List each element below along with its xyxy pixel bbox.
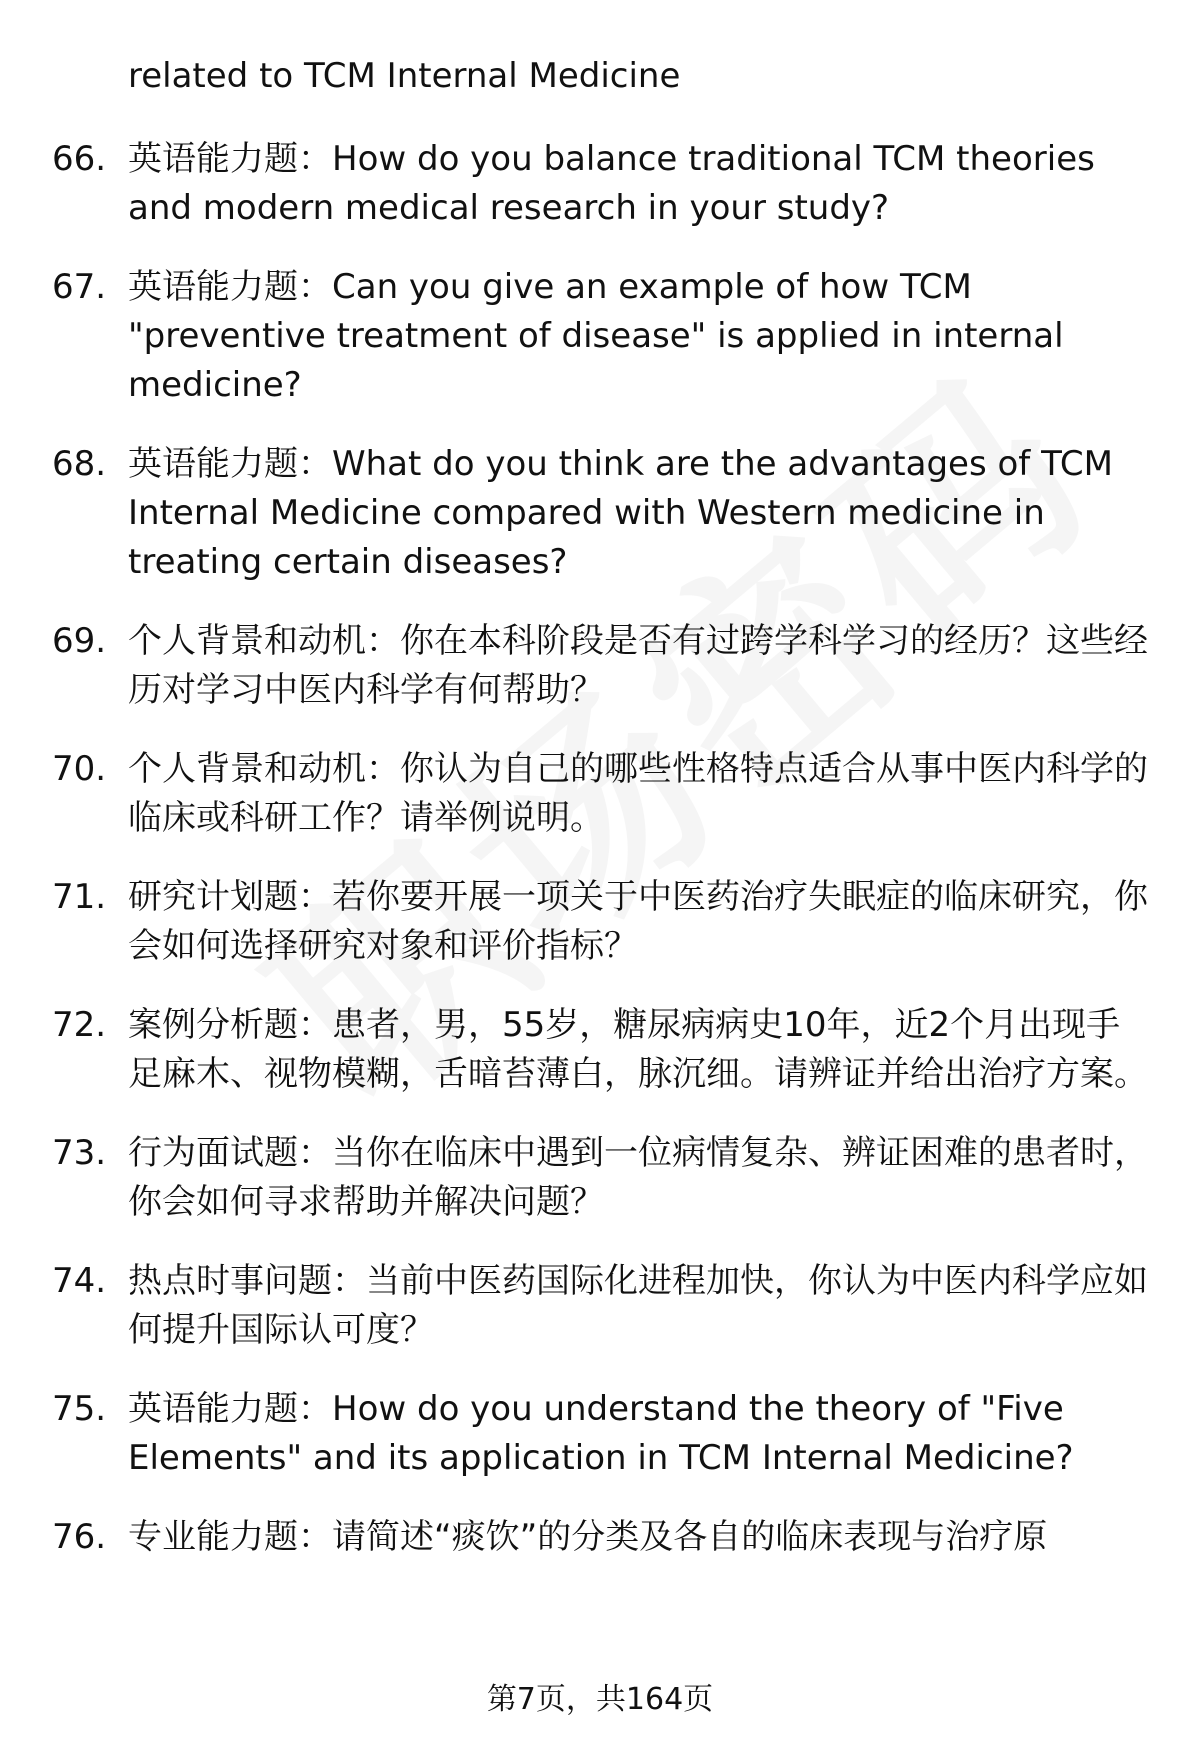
list-item [0,1385,1200,1483]
item-text: 专业能力题：请简述“痰饮”的分类及各自的临床表现与治疗原 [128,1517,1048,1557]
list-item [0,440,1200,587]
item-number: 68. [52,444,107,484]
item-number: 75. [52,1389,107,1429]
item-number: 70. [52,749,107,789]
item-text: 英语能力题：Can you give an example of how TCM "preventive treatment of disease" is applied in internal medicine? [128,267,1064,405]
item-number: 69. [52,621,107,661]
list-item [0,745,1200,843]
list-item [0,1257,1200,1355]
list-item [0,617,1200,715]
list-item [0,263,1200,410]
item-text: 英语能力题：How do you balance traditional TCM theories and modern medical research in your study? [128,139,1095,228]
list-item [0,135,1200,233]
item-text: 英语能力题：What do you think are the advantages of TCM Internal Medicine compared with Western medicine in treating certain diseases? [128,444,1113,582]
item-text: 个人背景和动机：你在本科阶段是否有过跨学科学习的经历？这些经历对学习中医内科学有何帮助？ [128,621,1148,710]
item-text: 英语能力题：How do you understand the theory of "Five Elements" and its application in TCM Internal Medicine? [128,1389,1074,1478]
item-number: 73. [52,1133,107,1173]
item-number: 72. [52,1005,107,1045]
item-text: 案例分析题：患者，男，55岁，糖尿病病史10年，近2个月出现手足麻木、视物模糊，舌暗苔薄白，脉沉细。请辨证并给出治疗方案。 [128,1005,1148,1094]
item-number: 71. [52,877,107,917]
list-item [0,1001,1200,1099]
item-text: 研究计划题：若你要开展一项关于中医药治疗失眠症的临床研究，你会如何选择研究对象和评价指标？ [128,877,1148,966]
item-number: 74. [52,1261,107,1301]
item-text: 热点时事问题：当前中医药国际化进程加快，你认为中医内科学应如何提升国际认可度？ [128,1261,1148,1350]
page-footer: 第7页，共164页 [486,1682,714,1717]
list-item [0,873,1200,971]
item-number: 76. [52,1517,107,1557]
item-number: 67. [52,267,107,307]
item-text: 行为面试题：当你在临床中遇到一位病情复杂、辨证困难的患者时，你会如何寻求帮助并解决问题？ [128,1133,1148,1222]
question-list [0,52,1200,1592]
item-text: 个人背景和动机：你认为自己的哪些性格特点适合从事中医内科学的临床或科研工作？请举例说明。 [128,749,1148,838]
continuation-text: related to TCM Internal Medicine [128,56,681,96]
list-item [0,1129,1200,1227]
item-number: 66. [52,139,107,179]
list-item [0,1513,1200,1562]
